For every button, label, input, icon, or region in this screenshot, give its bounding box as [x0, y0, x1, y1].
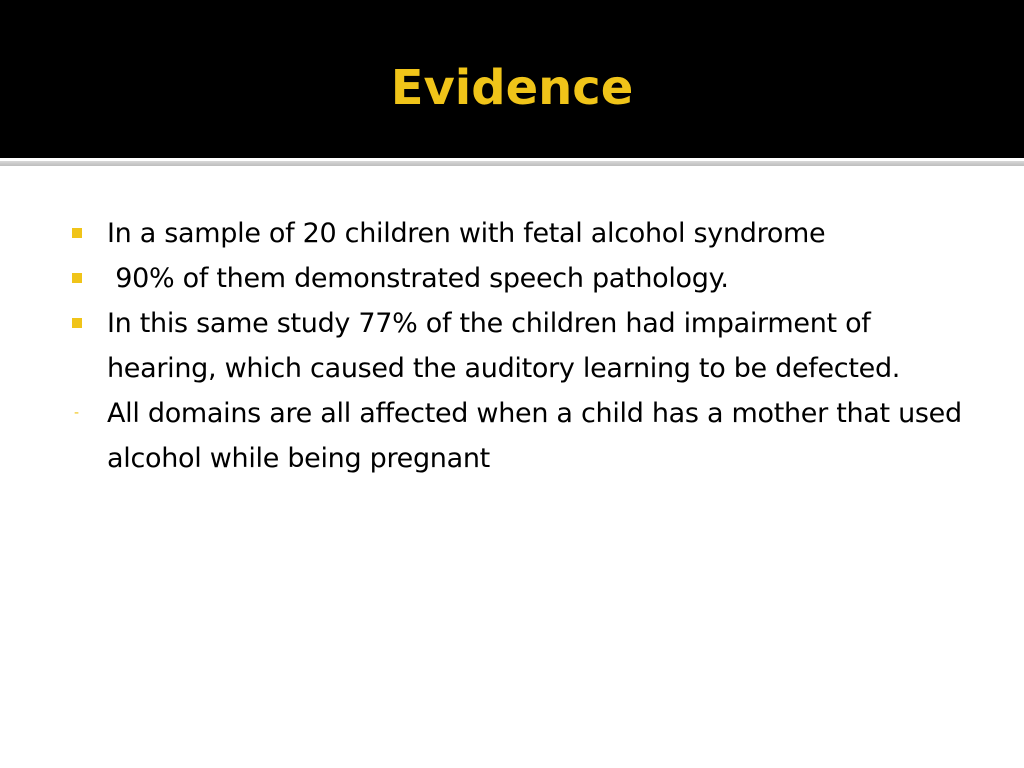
bullet-text: All domains are all affected when a child has a mother that used alcohol while being pregnant: [107, 398, 962, 474]
square-bullet-icon: [72, 273, 82, 283]
title-band: [0, 0, 1024, 158]
bullet-item: [72, 391, 982, 481]
bullet-text: 90% of them demonstrated speech pathology.: [107, 263, 729, 294]
square-bullet-icon: [72, 318, 82, 328]
bullet-list: [72, 211, 982, 481]
bullet-text: In a sample of 20 children with fetal alcohol syndrome: [107, 218, 826, 249]
slide-title: Evidence: [390, 60, 634, 116]
bullet-text: In this same study 77% of the children had impairment of hearing, which caused the auditory learning to be defected.: [107, 308, 901, 384]
square-bullet-icon: [72, 228, 82, 238]
bullet-item: [72, 301, 982, 391]
title-divider: [0, 161, 1024, 166]
bullet-item: [72, 211, 982, 256]
bullet-item: [72, 256, 982, 301]
dash-bullet-icon: -: [74, 405, 79, 421]
